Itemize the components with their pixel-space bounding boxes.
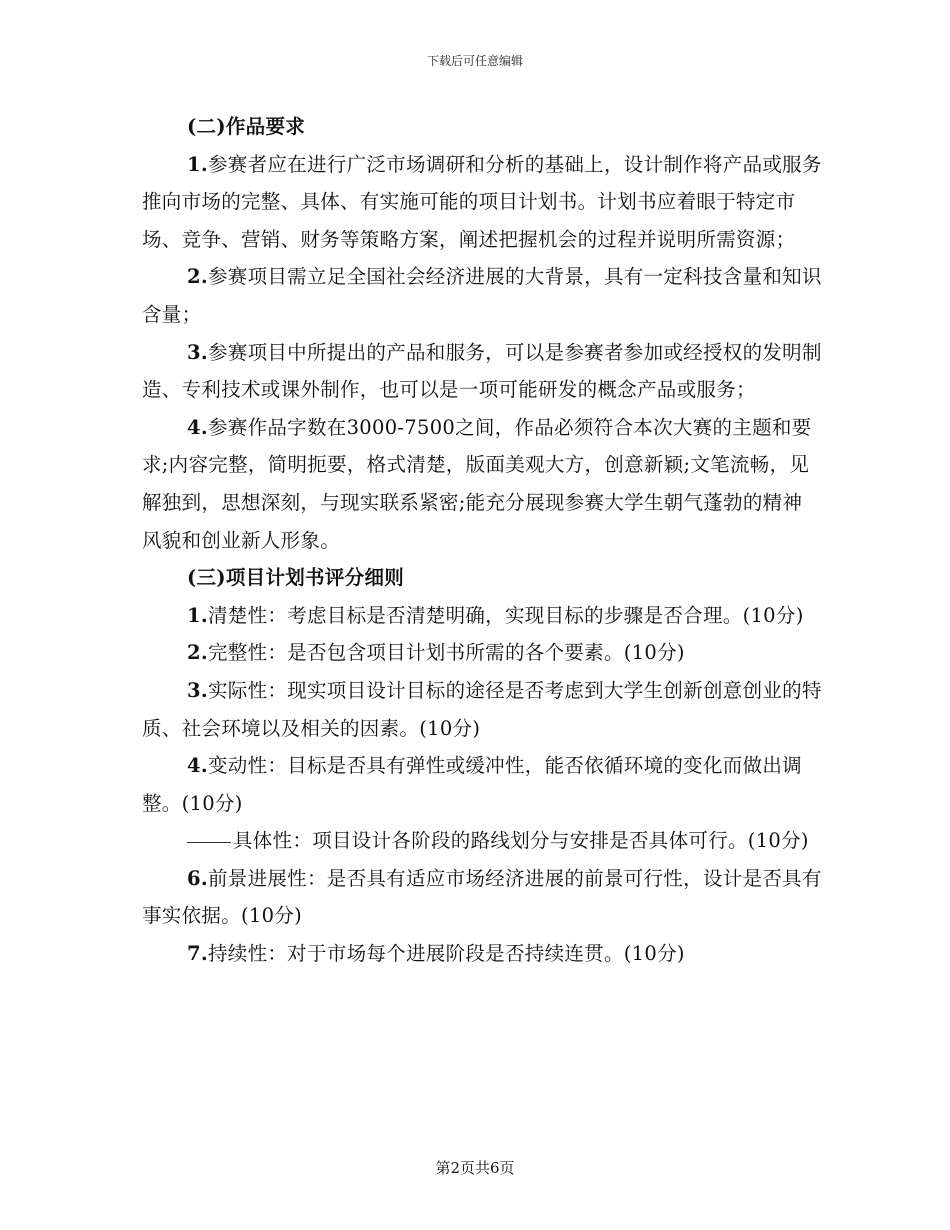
- list-item: [142, 747, 822, 822]
- item-text: 清楚性：考虑目标是否清楚明确，实现目标的步骤是否合理。(10分): [207, 603, 804, 627]
- item-text: 变动性：目标是否具有弹性或缓冲性，能否依循环境的变化而做出调整。(10分): [142, 754, 802, 815]
- item-number: 1.: [187, 603, 208, 627]
- page-footer: 第2页共6页: [435, 1159, 515, 1177]
- item-text: 具体性：项目设计各阶段的路线划分与安排是否具体可行。(10分): [233, 829, 809, 853]
- list-item: [142, 860, 822, 935]
- list-item: [142, 409, 822, 559]
- item-number: 2.: [187, 265, 208, 289]
- item-text: 前景进展性：是否具有适应市场经济进展的前景可行性，设计是否具有事实依据。(10分): [142, 866, 822, 928]
- section-heading: (三)项目计划书评分细则: [187, 566, 405, 590]
- list-item: [142, 672, 822, 747]
- item-text: 完整性：是否包含项目计划书所需的各个要素。(10分): [207, 641, 685, 665]
- item-text: 参赛者应在进行广泛市场调研和分析的基础上，设计制作将产品或服务推向市场的完整、具体、有实施可能的项目计划书。计划书应着眼于特定市场、竞争、营销、财务等策略方案，阐述把握机会的过程并说明所需资源；: [142, 152, 822, 251]
- section-heading: (二)作品要求: [187, 115, 306, 138]
- item-number: 3.: [187, 678, 208, 702]
- item-text: 参赛作品字数在3000-7500之间，作品必须符合本次大赛的主题和要求;内容完整，简明扼要，格式清楚，版面美观大方，创意新颖;文笔流畅，见解独到，思想深刻，与现实联系紧密;能充分展现参赛大学生朝气蓬勃的精神风貌和创业新人形象。: [142, 415, 812, 552]
- document-body: [142, 108, 822, 973]
- list-item: [142, 935, 822, 973]
- item-text: 实际性：现实项目设计目标的途径是否考虑到大学生创新创意创业的特质、社会环境以及相关的因素。(10分): [142, 678, 822, 740]
- item-number: 2.: [187, 641, 208, 665]
- list-item: [142, 334, 822, 409]
- item-number: 3.: [187, 340, 208, 364]
- item-text: 参赛项目中所提出的产品和服务，可以是参赛者参加或经授权的发明制造、专利技术或课外制作，也可以是一项可能研发的概念产品或服务；: [142, 340, 822, 402]
- list-item: [142, 258, 822, 333]
- list-item: [142, 597, 822, 635]
- page-header: 下载后可任意编辑: [426, 54, 523, 68]
- item-number: 4.: [187, 415, 208, 439]
- list-item: [142, 634, 822, 672]
- list-item: [142, 822, 822, 860]
- blank-line: [187, 841, 231, 843]
- item-number: 6.: [187, 866, 208, 890]
- item-number: 4.: [187, 754, 208, 778]
- item-text: 持续性：对于市场每个进展阶段是否持续连贯。(10分): [207, 942, 685, 966]
- list-item: [142, 146, 822, 259]
- item-number: 1.: [187, 152, 208, 176]
- item-text: 参赛项目需立足全国社会经济进展的大背景，具有一定科技含量和知识含量；: [142, 265, 822, 326]
- item-number: 7.: [187, 942, 208, 966]
